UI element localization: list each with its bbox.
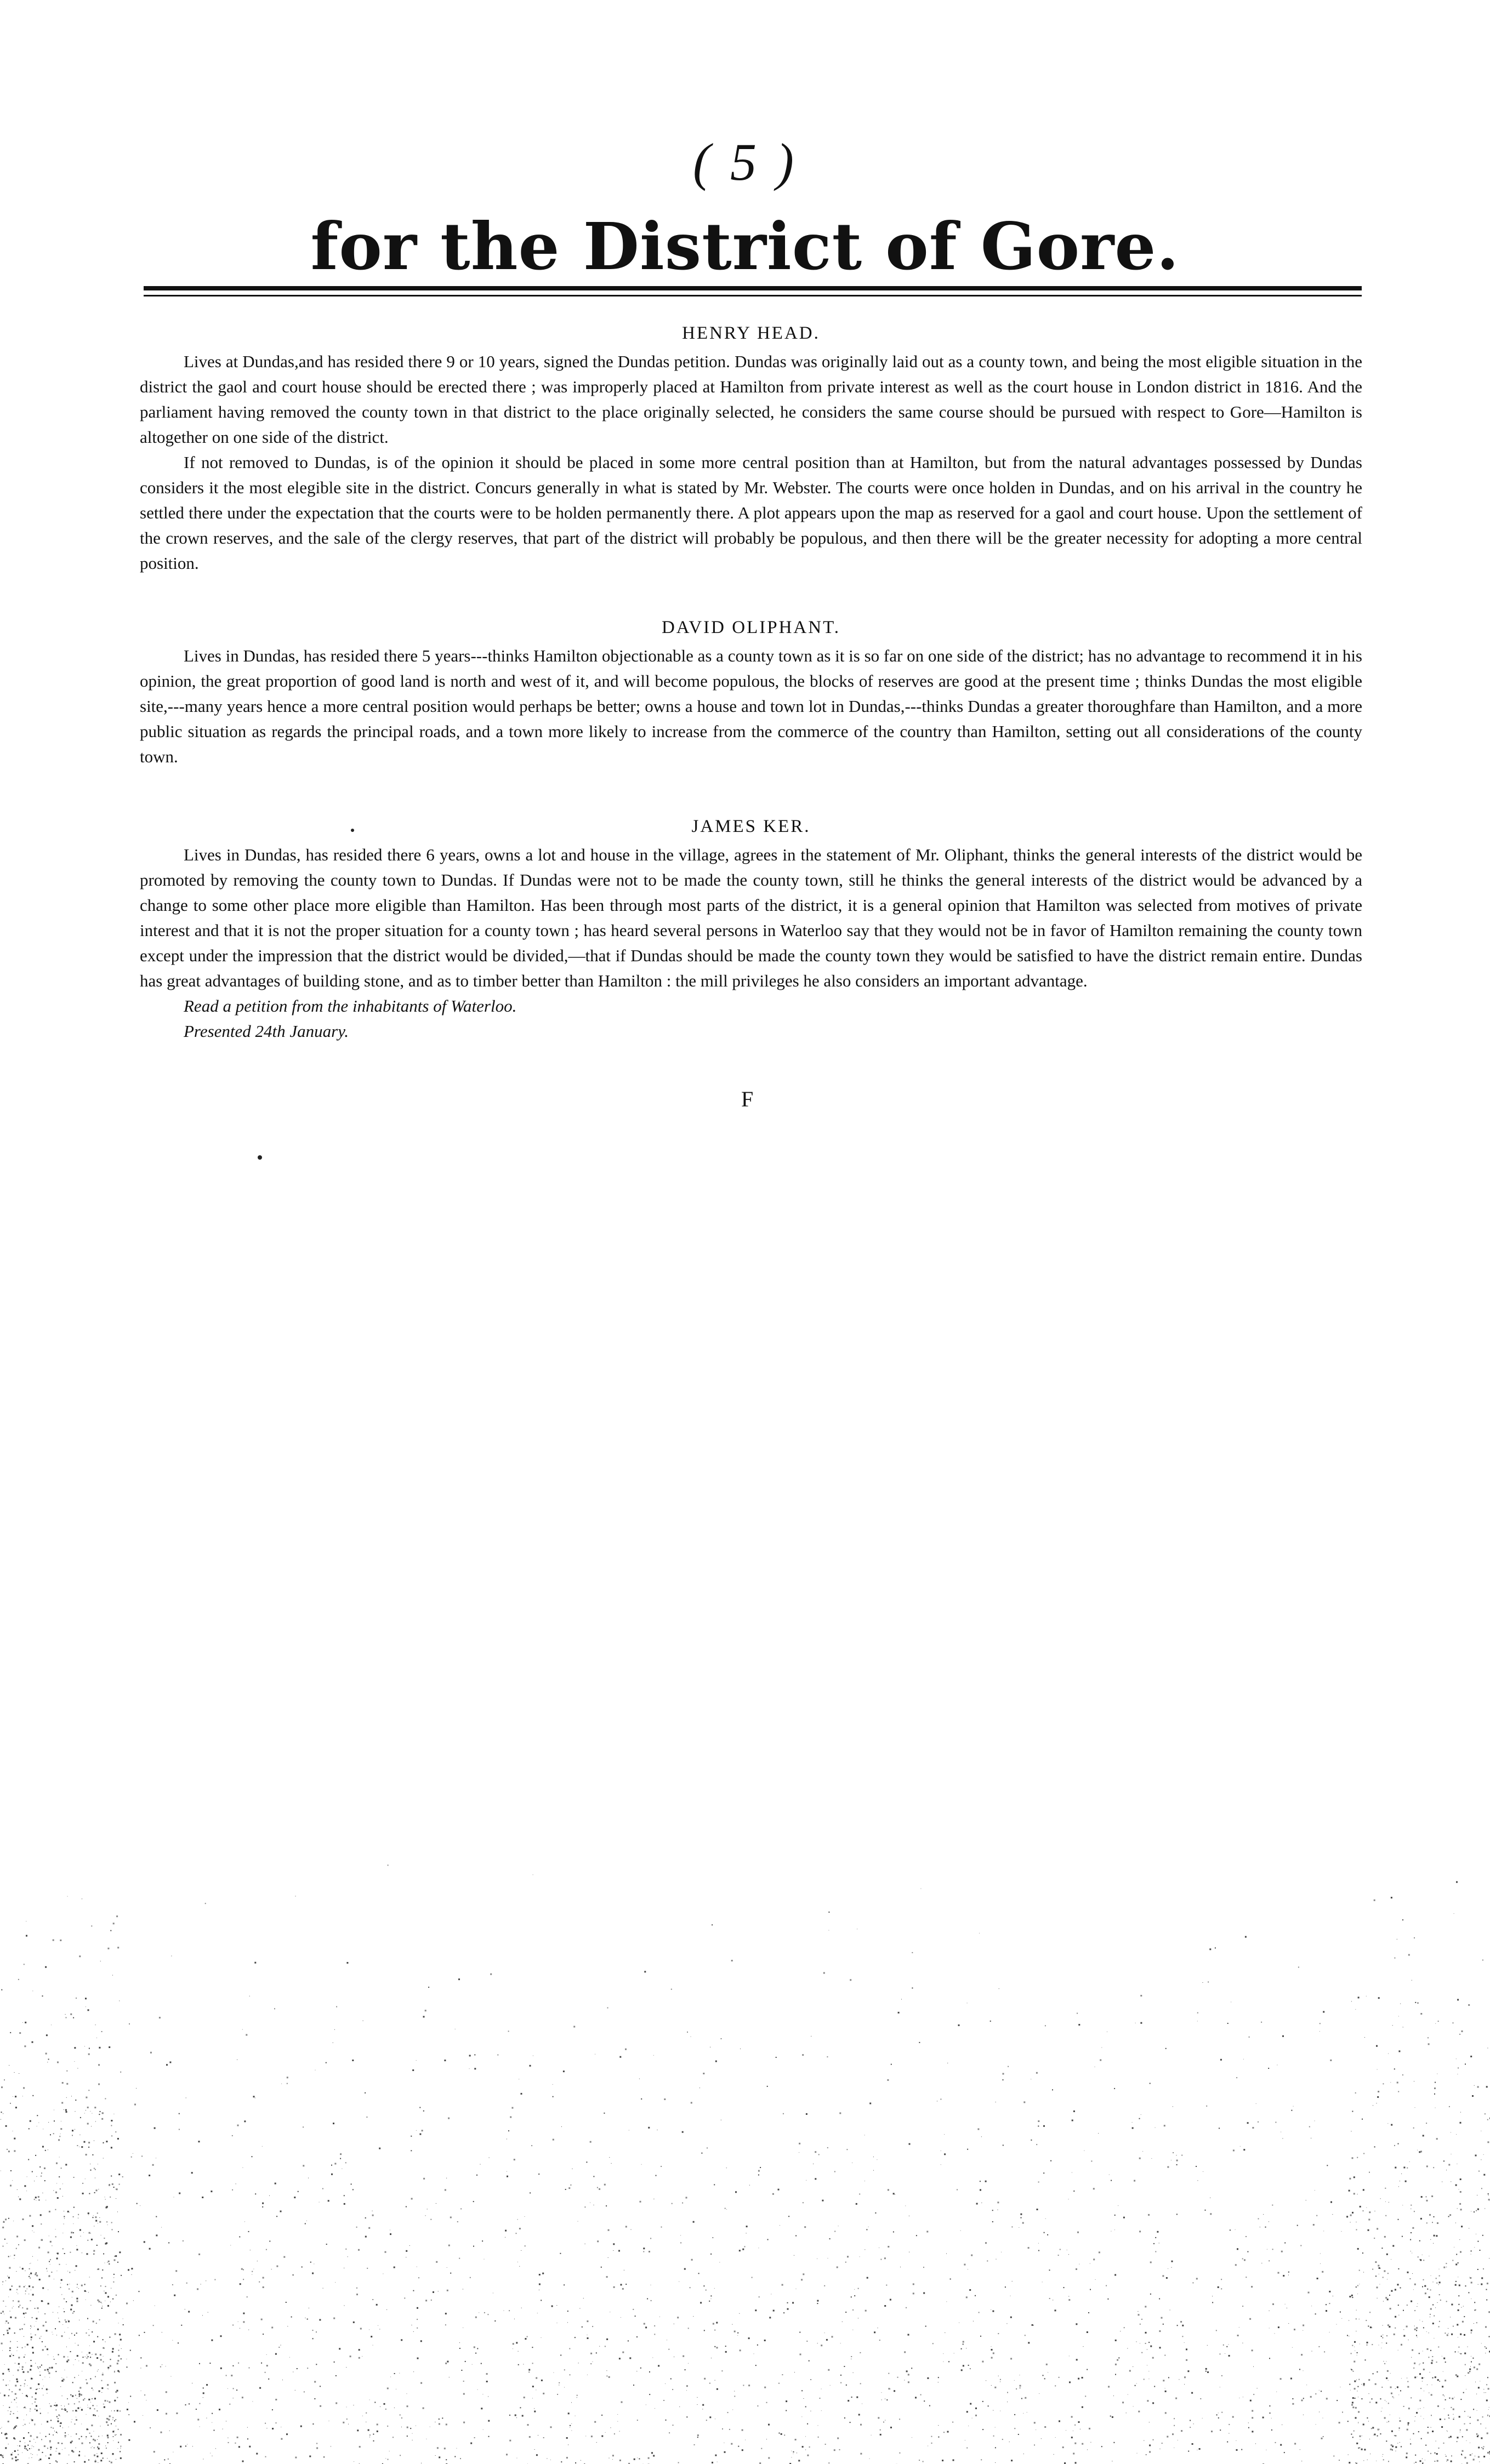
scan-noise: [0, 1809, 1490, 2464]
ink-speck: [258, 1155, 262, 1160]
section-heading: HENRY HEAD.: [682, 323, 820, 343]
presented-note: Presented 24th January.: [184, 1022, 349, 1041]
signature-mark: F: [741, 1087, 754, 1111]
page-number: ( 5 ): [693, 133, 797, 191]
ink-speck: [351, 829, 354, 832]
page-title: for the District of Gore.: [310, 208, 1180, 284]
petition-note: Read a petition from the inhabitants of Waterloo.: [184, 996, 517, 1016]
title-rule-thick: [144, 286, 1362, 290]
title-rule-thin: [144, 295, 1362, 296]
section-henry-head: [140, 321, 1362, 576]
section-heading: JAMES KER.: [691, 817, 811, 836]
section-heading: DAVID OLIPHANT.: [661, 618, 841, 637]
paragraph: Lives at Dundas,and has resided there 9 or 10 years, signed the Dundas petition. Dundas was originally laid out as a county town, and being the most eligible situation in the district the gaol and court house should be erected there ; was improperly placed at Hamilton from private interest as well as the court house in London district in 1816. And the parliament having removed the county town in that district to the place originally selected, he considers the same course should be pursued with respect to Gore—Hamilton is altogether on one side of the district.: [140, 352, 1362, 447]
paragraph: Lives in Dundas, has resided there 6 years, owns a lot and house in the village, agrees in the statement of Mr. Oliphant, thinks the general interests of the district would be promoted by removing the county town to Dundas. If Dundas were not to be made the county town, still he thinks the general interests of the district would be advanced by a change to some other place more eligible than Hamilton. Has been through most parts of the district, it is a general opinion that Hamilton was selected from motives of private interest and that it is not the proper situation for a county town ; has heard several persons in Waterloo say that they would not be in favor of Hamilton remaining the county town except under the impression that the district would be divided,—that if Dundas should be made the county town they would be satisfied to have the district remain entire. Dundas has great advantages of building stone, and as to timber better than Hamilton : the mill privileges he also considers an important advantage.: [140, 845, 1362, 990]
section-james-ker: [140, 814, 1362, 1044]
section-david-oliphant: [140, 615, 1362, 769]
paragraph: If not removed to Dundas, is of the opinion it should be placed in some more central position than at Hamilton, but from the natural advantages possessed by Dundas considers it the most elegible site in the district. Concurs generally in what is stated by Mr. Webster. The courts were once holden in Dundas, and on his arrival in the country he settled there under the expectation that the courts were to be holden permanently there. A plot appears upon the map as reserved for a gaol and court house. Upon the settlement of the crown reserves, and the sale of the clergy reserves, that part of the district will probably be populous, and then there will be the greater necessity for adopting a more central position.: [140, 453, 1362, 573]
paragraph: Lives in Dundas, has resided there 5 years---thinks Hamilton objectionable as a county town as it is so far on one side of the district; has no advantage to recommend it in his opinion, the great proportion of good land is north and west of it, and will become populous, the blocks of reserves are good at the present time ; thinks Dundas the most eligible site,---many years hence a more central position would perhaps be better; owns a house and town lot in Dundas,---thinks Dundas a greater thoroughfare than Hamilton, and a more public situation as regards the principal roads, and a town more likely to increase from the commerce of the country than Hamilton, setting out all considerations of the county town.: [140, 646, 1362, 766]
